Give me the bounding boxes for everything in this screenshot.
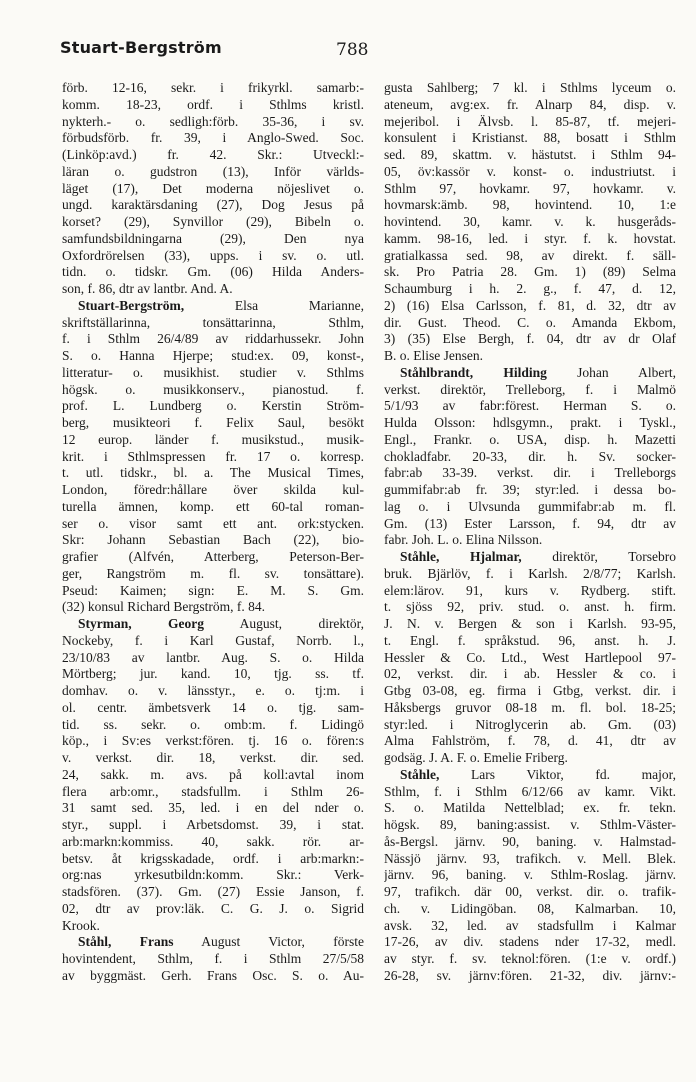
line-text: gusta Sahlberg; 7 kl. i Sthlms lyceum o.	[384, 80, 676, 95]
text-line	[384, 817, 676, 834]
line-text: ol. centr. ämbetsverk 14 o. tjg. sam-	[62, 699, 364, 715]
text-line	[62, 834, 364, 851]
line-text: direktör, Torsebro	[521, 549, 676, 564]
text-line	[62, 114, 364, 131]
line-text: ås-Bergsl. järnv. 90, baning. v. Halmstad-	[384, 833, 676, 849]
text-line	[384, 432, 676, 449]
line-text: litteratur- o. musikhist. studier v. Sthlms	[62, 364, 364, 380]
line-text: betsv. åt krigsskadade, ordf. i arb:markn:-	[62, 850, 364, 866]
text-line	[62, 733, 364, 750]
line-text: fabr. Joh. L. o. Elina Nilsson.	[384, 532, 543, 548]
line-text: ateneum, avg:ex. fr. Alnarp 84, disp. v.	[384, 96, 676, 112]
line-text: läget (17), Det moderna nöjeslivet o.	[62, 180, 364, 196]
line-text: gratialkassa sed. 98, av direkt. f. säll-	[384, 247, 676, 263]
text-line	[62, 650, 364, 667]
text-line	[384, 231, 676, 248]
line-text: turella ämnen, komp. ett 60-tal roman-	[62, 498, 364, 514]
line-text: org:nas yrkesutbildn:komm. Skr.: Verk-	[62, 867, 364, 883]
text-line	[384, 834, 676, 851]
line-text: stadsfören. (37). Gm. (27) Essie Janson, f.	[62, 884, 364, 899]
entry-name: Ståhl, Frans	[78, 934, 174, 950]
text-line	[384, 700, 676, 717]
line-text: f. i Sthlm 26/4/89 av riddarhussekr. John	[62, 331, 364, 347]
text-line	[62, 315, 364, 332]
text-line	[384, 968, 676, 985]
text-line	[384, 331, 676, 348]
line-text: högsk. o. musikkonserv., pianostud. f.	[62, 381, 364, 397]
text-line	[384, 717, 676, 734]
text-line	[384, 566, 676, 583]
line-text: S. o. Matilda Nettelblad; ex. fr. tekn.	[384, 800, 676, 816]
text-line	[62, 817, 364, 834]
line-text: ger, Rangström m. fl. sv. tonsättare).	[62, 565, 364, 581]
text-line	[62, 432, 364, 449]
text-line	[62, 348, 364, 365]
text-line	[384, 348, 676, 365]
line-text: Gtbg 03-08, eg. firma i Gtbg, verkst. dir. i	[384, 683, 676, 698]
text-line	[384, 248, 676, 265]
text-line	[62, 918, 364, 935]
line-text: 5/1/93 av fabr:förest. Herman S. o.	[384, 398, 676, 414]
entry-heading-line	[384, 365, 676, 382]
entry-heading-line	[62, 934, 364, 951]
text-line	[384, 315, 676, 332]
text-line	[384, 114, 676, 131]
line-text: hovintend. 30, kamr. v. k. husgeråds-	[384, 214, 676, 229]
text-line	[384, 901, 676, 918]
line-text: t. utl. tidskr., bl. a. The Musical Times,	[62, 465, 364, 481]
line-text: t. Engl. f. språkstud. 96, anst. h. J.	[384, 632, 676, 648]
text-line	[62, 130, 364, 147]
line-text: domhav. o. v. länsstyr., e. o. tj:m. i	[62, 683, 364, 698]
text-line	[62, 549, 364, 566]
line-text: Engl., Frankr. o. USA, disp. h. Mazetti	[384, 431, 676, 447]
text-line	[384, 650, 676, 667]
text-line	[62, 331, 364, 348]
line-text: 26-28, sv. järnv:fören. 21-32, div. järnv:-	[384, 967, 676, 983]
line-text: berg, musikteori f. Felix Saul, besökt	[62, 415, 364, 430]
text-line	[62, 633, 364, 650]
line-text: verkst. direktör, Trelleborg, f. i Malmö	[384, 381, 676, 397]
text-line	[62, 231, 364, 248]
text-line	[384, 800, 676, 817]
entry-heading-line	[62, 616, 364, 633]
text-line	[384, 951, 676, 968]
text-line	[62, 851, 364, 868]
line-text: son, f. 86, dtr av lantbr. And. A.	[62, 281, 233, 296]
line-text: chokladfabr. 20-33, dir. h. Sv. socker-	[384, 448, 676, 464]
line-text: Krook.	[62, 917, 100, 933]
line-text: av byggmäst. Gerh. Frans Osc. S. o. Au-	[62, 967, 364, 983]
line-text: Elsa Marianne,	[184, 297, 364, 313]
line-text: tidn. o. tidskr. Gm. (06) Hilda Anders-	[62, 264, 364, 280]
right-column	[384, 80, 676, 985]
text-line	[62, 365, 364, 382]
line-text: järnv. 96, baning. v. Sthlm-Roslag. järnv.	[384, 867, 676, 883]
line-text: 02, dtr av prov:läk. C. G. J. o. Sigrid	[62, 900, 364, 916]
text-line	[62, 482, 364, 499]
text-line	[384, 583, 676, 600]
line-text: Håksbergs gruvor 08-18 m. fl. bol. 18-25;	[384, 699, 676, 715]
text-line	[384, 164, 676, 181]
left-column	[62, 80, 364, 985]
line-text: Gm. (13) Ester Larsson, f. 94, dtr av	[384, 515, 676, 531]
line-text: gummifabr:ab fr. 39; styr:led. i dessa bo-	[384, 482, 676, 497]
text-line	[384, 499, 676, 516]
line-text: v. verkst. dir. 18, verkst. dir. sed.	[62, 750, 364, 765]
line-text: fabr:ab 33-39. verkst. dir. i Trelleborgs	[384, 465, 676, 481]
line-text: B. o. Elise Jensen.	[384, 348, 483, 363]
line-text: 12 europ. länder f. musikstud., musik-	[62, 431, 364, 447]
text-line	[384, 214, 676, 231]
text-line	[384, 482, 676, 499]
entry-heading-line	[62, 298, 364, 315]
entry-heading-line	[384, 549, 676, 566]
text-line	[62, 901, 364, 918]
text-line	[62, 566, 364, 583]
line-text: styr., suppl. i Arbetsdomst. 39, i stat.	[62, 817, 364, 832]
line-text: bruk. Bjärlöv, f. i Karlsh. 2/8/77; Karlsh.	[384, 565, 676, 581]
text-line	[62, 516, 364, 533]
line-text: Schaumburg i h. 2. g., f. 47, d. 12,	[384, 281, 676, 296]
text-line	[62, 599, 364, 616]
text-line	[384, 616, 676, 633]
running-head: Stuart-Bergström	[60, 38, 222, 57]
line-text: 31 samt sed. 35, led. i en del nder o.	[62, 800, 364, 816]
text-line	[62, 583, 364, 600]
text-line	[384, 599, 676, 616]
line-text: 24, sakk. m. avs. på koll:avtal inom	[62, 766, 364, 782]
text-line	[384, 733, 676, 750]
line-text: (Linköp:avd.) fr. 42. Skr.: Utveckl:-	[62, 147, 364, 162]
line-text: August, direktör,	[204, 616, 364, 631]
line-text: Oxfordrörelsen (33), upps. i sv. o. utl.	[62, 247, 364, 263]
text-line	[62, 398, 364, 415]
text-line	[384, 516, 676, 533]
text-line	[384, 666, 676, 683]
line-text: Lars Viktor, fd. major,	[439, 766, 676, 782]
line-text: hovmarsk:ämb. 98, hovintend. 10, 1:e	[384, 197, 676, 213]
line-text: t. sjöss 92, priv. stud. o. anst. h. firm.	[384, 599, 676, 615]
text-line	[384, 80, 676, 97]
entry-name: Stuart-Bergström,	[78, 297, 185, 313]
line-text: av styr. f. sv. teknol:fören. (1:e v. ordf.)	[384, 951, 676, 966]
text-line	[62, 784, 364, 801]
line-text: godsäg. J. A. F. o. Emelie Friberg.	[384, 750, 568, 765]
text-line	[62, 683, 364, 700]
line-text: Nässjö järnv. 93, trafikch. v. Mell. Blek.	[384, 850, 676, 866]
line-text: Sthlm, f. i Sthlm 6/12/66 av kamr. Vikt.	[384, 783, 676, 799]
line-text: grafier (Alfvén, Atterberg, Peterson-Ber-	[62, 549, 364, 564]
line-text: tid. ss. sekr. o. omb:m. f. Lidingö	[62, 716, 364, 732]
line-text: lag o. i Ulvsunda gummifabr:ab m. fl.	[384, 498, 676, 514]
text-line	[62, 164, 364, 181]
text-line	[62, 248, 364, 265]
text-line	[62, 197, 364, 214]
text-line	[384, 449, 676, 466]
text-line	[384, 465, 676, 482]
line-text: Pseud: Kaimen; sign: E. M. S. Gm.	[62, 582, 364, 598]
text-line	[62, 449, 364, 466]
line-text: förbudsförb. fr. 39, i Anglo-Swed. Soc.	[62, 130, 364, 146]
entry-name: Ståhlbrandt, Hilding	[400, 364, 547, 380]
text-line	[62, 968, 364, 985]
line-text: ungd. karaktärsdaning (27), Dog Jesus på	[62, 197, 364, 213]
text-line	[62, 884, 364, 901]
text-line	[384, 415, 676, 432]
text-line	[384, 97, 676, 114]
text-line	[384, 683, 676, 700]
line-text: S. o. Hanna Hjerpe; stud:ex. 09, konst-,	[62, 348, 364, 363]
text-line	[62, 382, 364, 399]
line-text: mejeribol. i Älvsb. l. 85-87, tf. mejeri-	[384, 113, 676, 129]
line-text: läran o. gudstron (13), Inför världs-	[62, 163, 364, 179]
text-line	[62, 700, 364, 717]
line-text: Skr: Johann Sebastian Bach (22), bio-	[62, 532, 364, 548]
line-text: kamm. 98-16, led. i styr. f. k. hovstat.	[384, 230, 676, 246]
line-text: komm. 18-23, ordf. i Sthlms kristl.	[62, 96, 364, 112]
line-text: köp., i Sv:es verkst:fören. tj. 16 o. fören:s	[62, 733, 364, 749]
text-line	[62, 97, 364, 114]
line-text: hovintendent, Sthlm, f. i Sthlm 27/5/58	[62, 951, 364, 966]
line-text: korset? (29), Synvillor (29), Bibeln o.	[62, 214, 364, 229]
text-line	[384, 918, 676, 935]
line-text: ch. v. Lidingöban. 08, Kalmarban. 10,	[384, 900, 676, 916]
line-text: nykterh.- o. sedligh:förb. 35-36, i sv.	[62, 113, 364, 129]
text-line	[384, 181, 676, 198]
text-line	[384, 298, 676, 315]
line-text: Johan Albert,	[546, 364, 676, 380]
text-line	[384, 398, 676, 415]
text-line	[62, 800, 364, 817]
line-text: avsk. 32, led. av stadsfullm i Kalmar	[384, 917, 676, 933]
line-text: Alma Fahlström, f. 78, d. 41, dtr av	[384, 733, 676, 749]
text-line	[384, 147, 676, 164]
text-line	[62, 532, 364, 549]
line-text: styr:led. i Nitroglycerin ab. Gm. (03)	[384, 716, 676, 732]
text-line	[384, 281, 676, 298]
text-line	[384, 867, 676, 884]
text-line	[384, 884, 676, 901]
text-line	[384, 130, 676, 147]
line-text: 02, verkst. dir. i ab. Hessler & co. i	[384, 666, 676, 682]
text-line	[384, 532, 676, 549]
text-line	[62, 750, 364, 767]
line-text: elem:lärov. 91, kurs v. Rydberg. stift.	[384, 582, 676, 598]
entry-name: Ståhle,	[400, 766, 440, 782]
text-line	[62, 717, 364, 734]
line-text: samfundsbildningarna (29), Den nya	[62, 230, 364, 246]
entry-name: Styrman, Georg	[78, 616, 205, 631]
line-text: arb:markn:kommiss. 40, sakk. rör. ar-	[62, 833, 364, 849]
text-line	[62, 415, 364, 432]
line-text: London, föredr:hållare över skilda kul-	[62, 482, 364, 497]
text-line	[62, 465, 364, 482]
line-text: Sthlm 97, hovkamr. 97, hovkamr. v.	[384, 180, 676, 196]
text-line	[62, 499, 364, 516]
line-text: 3) (35) Else Bergh, f. 04, dtr av dr Olaf	[384, 331, 676, 347]
line-text: flera arb:omr., stadsfullm. i Sthlm 26-	[62, 783, 364, 799]
text-line	[62, 264, 364, 281]
line-text: prof. L. Lundberg o. Kerstin Ström-	[62, 398, 364, 414]
line-text: sed. 89, skattm. v. hästutst. i Sthlm 94-	[384, 147, 676, 162]
text-line	[384, 633, 676, 650]
page-number: 788	[336, 40, 369, 60]
line-text: Hessler & Co. Ltd., West Hartlepool 97-	[384, 649, 676, 665]
line-text: 2) (16) Elsa Carlsson, f. 81, d. 32, dtr av	[384, 297, 676, 313]
text-line	[384, 784, 676, 801]
line-text: Mörtberg; jur. kand. 10, tjg. ss. tf.	[62, 666, 364, 682]
line-text: 23/10/83 av lantbr. Aug. S. o. Hilda	[62, 649, 364, 665]
text-line	[62, 281, 364, 298]
text-line	[384, 382, 676, 399]
line-text: dir. Gust. Theod. C. o. Amanda Ekbom,	[384, 314, 676, 330]
text-line	[62, 767, 364, 784]
text-line	[62, 214, 364, 231]
line-text: 05, öv:kassör v. konst- o. industriutst. i	[384, 163, 676, 179]
text-line	[62, 951, 364, 968]
line-text: (32) konsul Richard Bergström, f. 84.	[62, 599, 265, 615]
text-line	[384, 197, 676, 214]
entry-name: Ståhle, Hjalmar,	[400, 549, 522, 564]
line-text: 17-26, av div. stadens nder 17-32, medl.	[384, 934, 676, 950]
text-line	[384, 851, 676, 868]
text-line	[62, 666, 364, 683]
text-line	[62, 147, 364, 164]
line-text: ser o. visor samt ett ant. ork:stycken.	[62, 515, 364, 531]
line-text: förb. 12-16, sekr. i frikyrkl. samarb:-	[62, 80, 364, 95]
line-text: Hulda Olsson: hdlsgymn., prakt. i Tyskl.,	[384, 415, 676, 430]
text-line	[384, 264, 676, 281]
entry-heading-line	[384, 767, 676, 784]
line-text: August Victor, förste	[173, 934, 364, 950]
text-line	[384, 750, 676, 767]
line-text: skriftställarinna, tonsättarinna, Sthlm,	[62, 314, 364, 330]
text-line	[384, 934, 676, 951]
line-text: J. N. v. Bergen & son i Karlsh. 93-95,	[384, 616, 676, 631]
line-text: sk. Pro Patria 28. Gm. 1) (89) Selma	[384, 264, 676, 280]
line-text: krit. i Sthlmspressen fr. 17 o. korresp.	[62, 448, 364, 464]
line-text: konsulent i Kristianst. 88, bosatt i Sthlm	[384, 130, 676, 146]
text-line	[62, 181, 364, 198]
text-line	[62, 867, 364, 884]
line-text: Nockeby, f. i Karl Gustaf, Norrb. l.,	[62, 632, 364, 648]
text-line	[62, 80, 364, 97]
line-text: 97, trafikch. där 00, verkst. dir. o. trafik-	[384, 884, 676, 899]
line-text: högsk. 89, baning:assist. v. Sthlm-Väster-	[384, 817, 676, 832]
